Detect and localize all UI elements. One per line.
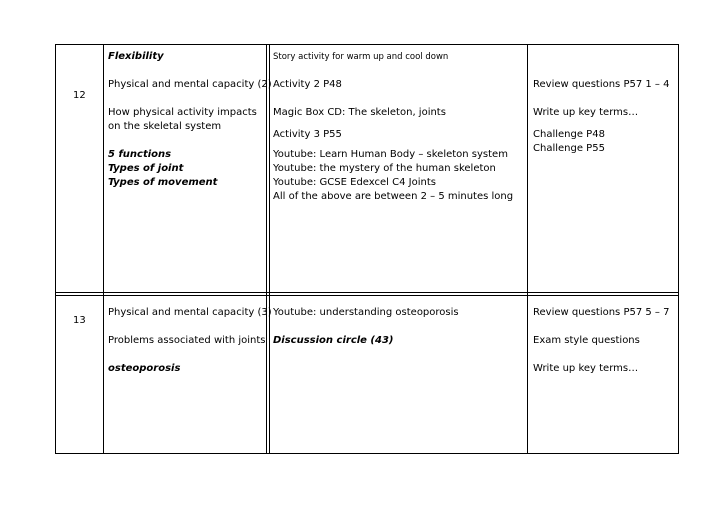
topic-key-point: osteoporosis [108,363,181,374]
column-divider [678,44,679,454]
homework-text: Exam style questions [533,335,640,346]
activity-text: All of the above are between 2 – 5 minutes long [273,191,514,202]
activity-text: Activity 2 P48 [273,79,342,90]
homework-text: Write up key terms… [533,107,639,118]
topic-text: How physical activity impacts [108,107,257,118]
homework-cell [533,78,669,156]
activity-text: Youtube: Learn Human Body – skeleton system [273,149,508,160]
activity-text: Story activity for warm up and cool down [273,52,449,62]
homework-text: Review questions P57 1 – 4 [533,79,670,90]
topic-cell [108,50,272,190]
row-separator [55,295,679,296]
topic-text: Physical and mental capacity (2) [108,79,272,90]
topic-text: Problems associated with joints [108,335,266,346]
topic-text: Physical and mental capacity (3) [108,307,272,318]
homework-text: Challenge P48 [533,129,605,140]
column-divider [55,44,56,454]
topic-cell [108,306,272,376]
topic-key-point: Types of movement [108,177,218,188]
activity-text: Magic Box CD: The skeleton, joints [273,107,446,118]
table-bottom-border [55,453,679,454]
activity-text: Youtube: understanding osteoporosis [273,307,459,318]
topic-heading: Flexibility [108,51,164,62]
row-separator [55,292,679,293]
homework-text: Review questions P57 5 – 7 [533,307,670,318]
table-top-border [55,44,679,45]
homework-text: Challenge P55 [533,143,605,154]
lesson-number: 12 [73,90,86,101]
activity-text: Discussion circle (43) [273,335,394,346]
activities-cell [273,50,513,204]
activities-cell [273,306,459,348]
column-divider [527,44,528,454]
topic-text: on the skeletal system [108,121,222,132]
column-divider [103,44,104,454]
homework-cell [533,306,669,376]
topic-key-point: Types of joint [108,163,184,174]
lesson-number: 13 [73,315,86,326]
topic-key-point: 5 functions [108,149,172,160]
activity-text: Youtube: GCSE Edexcel C4 Joints [273,177,436,188]
activity-text: Youtube: the mystery of the human skeleton [273,163,496,174]
activity-text: Activity 3 P55 [273,129,342,140]
homework-text: Write up key terms… [533,363,639,374]
